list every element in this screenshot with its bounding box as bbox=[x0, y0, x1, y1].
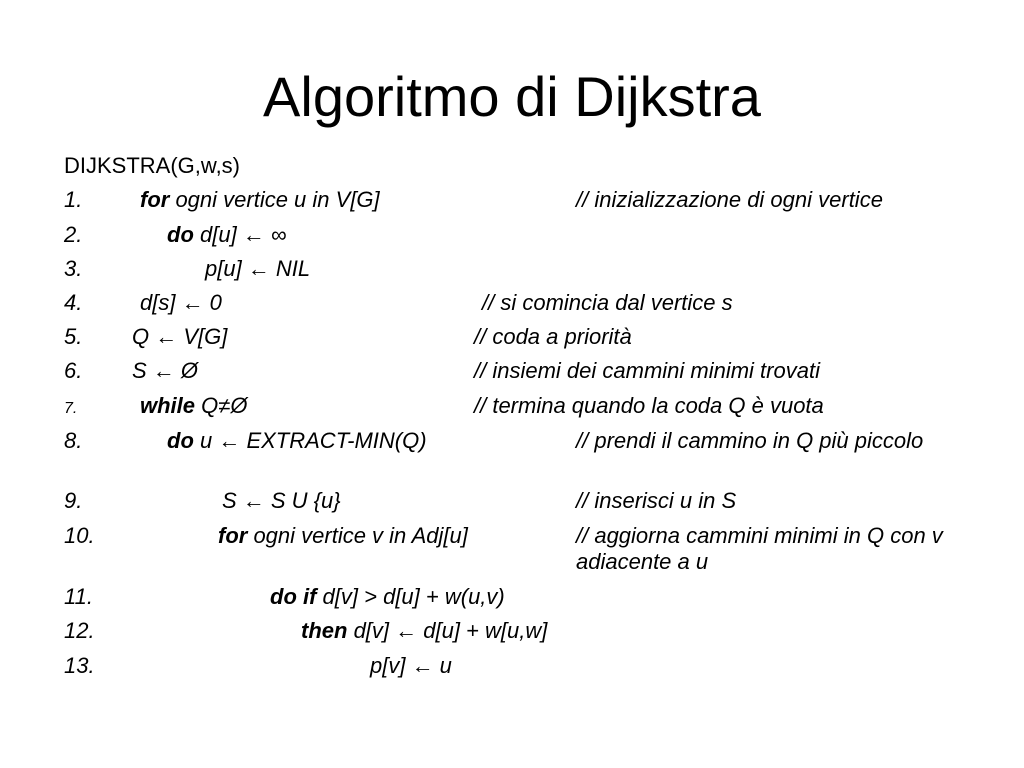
keyword: for bbox=[140, 187, 170, 212]
line-number: 4. bbox=[64, 290, 83, 315]
slide-title: Algoritmo di Dijkstra bbox=[263, 65, 761, 128]
code-text: S ← Ø bbox=[132, 358, 199, 383]
keyword: do bbox=[167, 428, 194, 453]
code-text: p[u] ← NIL bbox=[205, 256, 311, 281]
procedure-signature: DIJKSTRA(G,w,s) bbox=[64, 153, 241, 178]
keyword: then bbox=[301, 618, 348, 643]
code-comment: // aggiorna cammini minimi in Q con v adiacente a u bbox=[576, 523, 943, 574]
keyword: do bbox=[167, 222, 194, 247]
code-text: for ogni vertice v in Adj[u] bbox=[218, 523, 468, 548]
line-number: 2. bbox=[64, 222, 83, 247]
line-number: 13. bbox=[64, 653, 95, 678]
code-text: d[s] ← 0 bbox=[140, 290, 222, 315]
code-text: then d[v] ← d[u] + w[u,w] bbox=[301, 618, 548, 643]
code-text: do if d[v] > d[u] + w(u,v) bbox=[270, 584, 505, 609]
keyword: for bbox=[218, 523, 248, 548]
code-text: do d[u] ← ∞ bbox=[167, 222, 287, 247]
code-text: p[v] ← u bbox=[370, 653, 452, 678]
code-comment: // termina quando la coda Q è vuota bbox=[474, 393, 824, 418]
code-text: S ← S U {u} bbox=[222, 488, 341, 513]
line-number: 6. bbox=[64, 358, 83, 383]
code-comment: // coda a priorità bbox=[474, 324, 632, 349]
code-text: while Q≠Ø bbox=[140, 393, 248, 418]
line-number: 5. bbox=[64, 324, 83, 349]
keyword: do if bbox=[270, 584, 317, 609]
line-number: 9. bbox=[64, 488, 83, 513]
code-comment: // insiemi dei cammini minimi trovati bbox=[474, 358, 820, 383]
line-number: 12. bbox=[64, 618, 95, 643]
line-number: 11. bbox=[64, 584, 93, 609]
line-number: 3. bbox=[64, 256, 83, 281]
line-number: 7. bbox=[64, 400, 78, 417]
code-comment: // inizializzazione di ogni vertice bbox=[576, 187, 883, 212]
code-comment: // prendi il cammino in Q più piccolo bbox=[576, 428, 924, 453]
line-number: 8. bbox=[64, 428, 83, 453]
code-comment: // inserisci u in S bbox=[576, 488, 737, 513]
keyword: while bbox=[140, 393, 196, 418]
line-number: 1. bbox=[64, 187, 83, 212]
line-number: 10. bbox=[64, 523, 95, 548]
code-text: for ogni vertice u in V[G] bbox=[140, 187, 380, 212]
code-comment: // si comincia dal vertice s bbox=[482, 290, 733, 315]
code-text: do u ← EXTRACT-MIN(Q) bbox=[167, 428, 427, 453]
code-text: Q ← V[G] bbox=[132, 324, 228, 349]
